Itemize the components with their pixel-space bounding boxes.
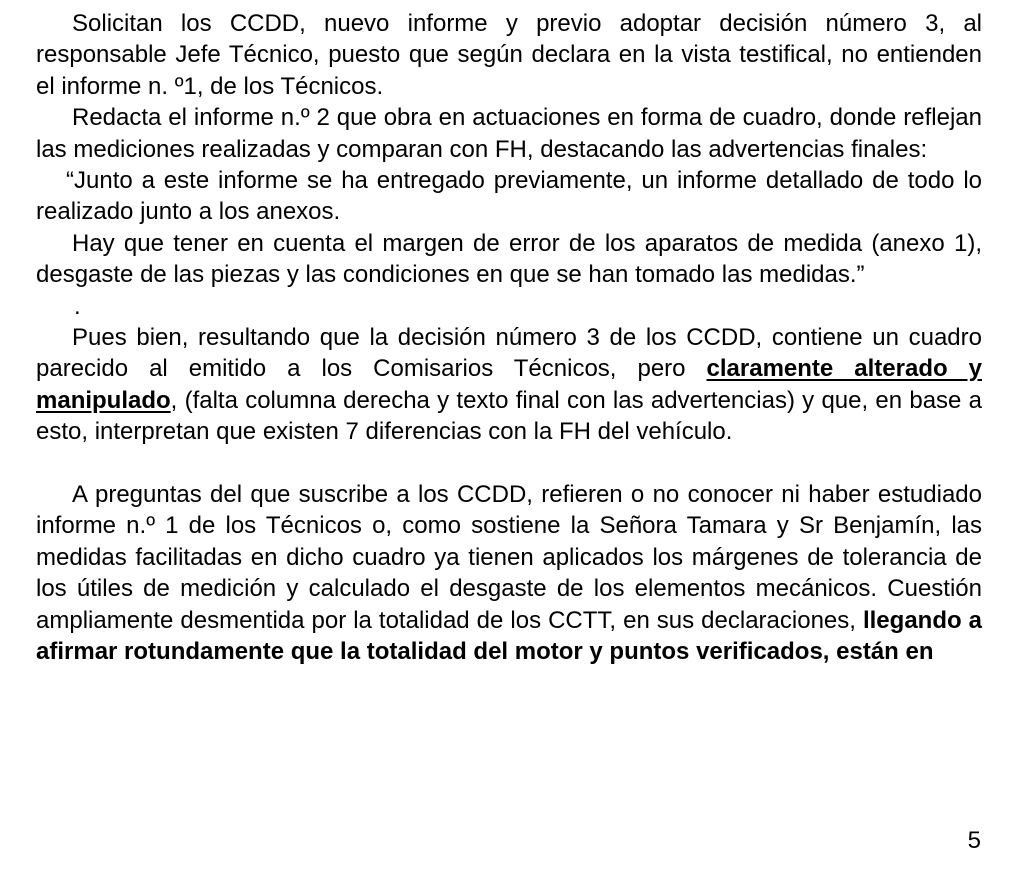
paragraph-questions: [36, 479, 982, 667]
paragraph-decision-3: [36, 322, 982, 448]
document-page: [36, 8, 982, 668]
paragraph-quote-annex: “Junto a este informe se ha entregado previamente, un informe detallado de todo lo realizado junto a los anexos.: [36, 167, 982, 226]
bold-statement: llegando a afirmar rotundamente que la totalidad del motor y puntos verificados, están en: [36, 606, 983, 666]
emphasis-altered-manipulated: claramente alterado y manipulado: [36, 355, 982, 414]
paragraph-gap: [36, 448, 982, 479]
decision-text-start: Pues bien, resultando que la decisión número 3 de los CCDD, contiene un cuadro parecido al emitido a los Comisarios Técnicos, pero: [36, 324, 982, 383]
questions-text: A preguntas del que suscribe a los CCDD, refieren o no conocer ni haber estudiado informe n.º 1 de los Técnicos o, como sostiene la Señora Tamara y Sr Benjamín, las medidas facilitadas en dicho cuadro ya tienen aplicados los márgenes de tolerancia de los útiles de medición y calculado el desgaste de los elementos mecánicos. Cuestión ampliamente desmentida por la totalidad de los CCTT, en sus declaraciones,: [36, 481, 982, 634]
paragraph-report-2: Redacta el informe n.º 2 que obra en actuaciones en forma de cuadro, donde reflejan las mediciones realizadas y comparan con FH, destacando las advertencias finales:: [36, 104, 982, 163]
paragraph-request-report: Solicitan los CCDD, nuevo informe y previo adoptar decisión número 3, al responsable Jefe Técnico, puesto que según declara en la vista testifical, no entienden el informe n. º1, de los Técnicos.: [36, 10, 982, 100]
decision-text-end: , (falta columna derecha y texto final con las advertencias) y que, en base a esto, interpretan que existen 7 diferencias con la FH del vehículo.: [36, 386, 982, 446]
stray-dot: .: [74, 292, 81, 320]
page-number: 5: [967, 827, 981, 854]
paragraph-quote-error-margin: Hay que tener en cuenta el margen de error de los aparatos de medida (anexo 1), desgaste de las piezas y las condiciones en que se han tomado las medidas.”: [36, 229, 982, 289]
